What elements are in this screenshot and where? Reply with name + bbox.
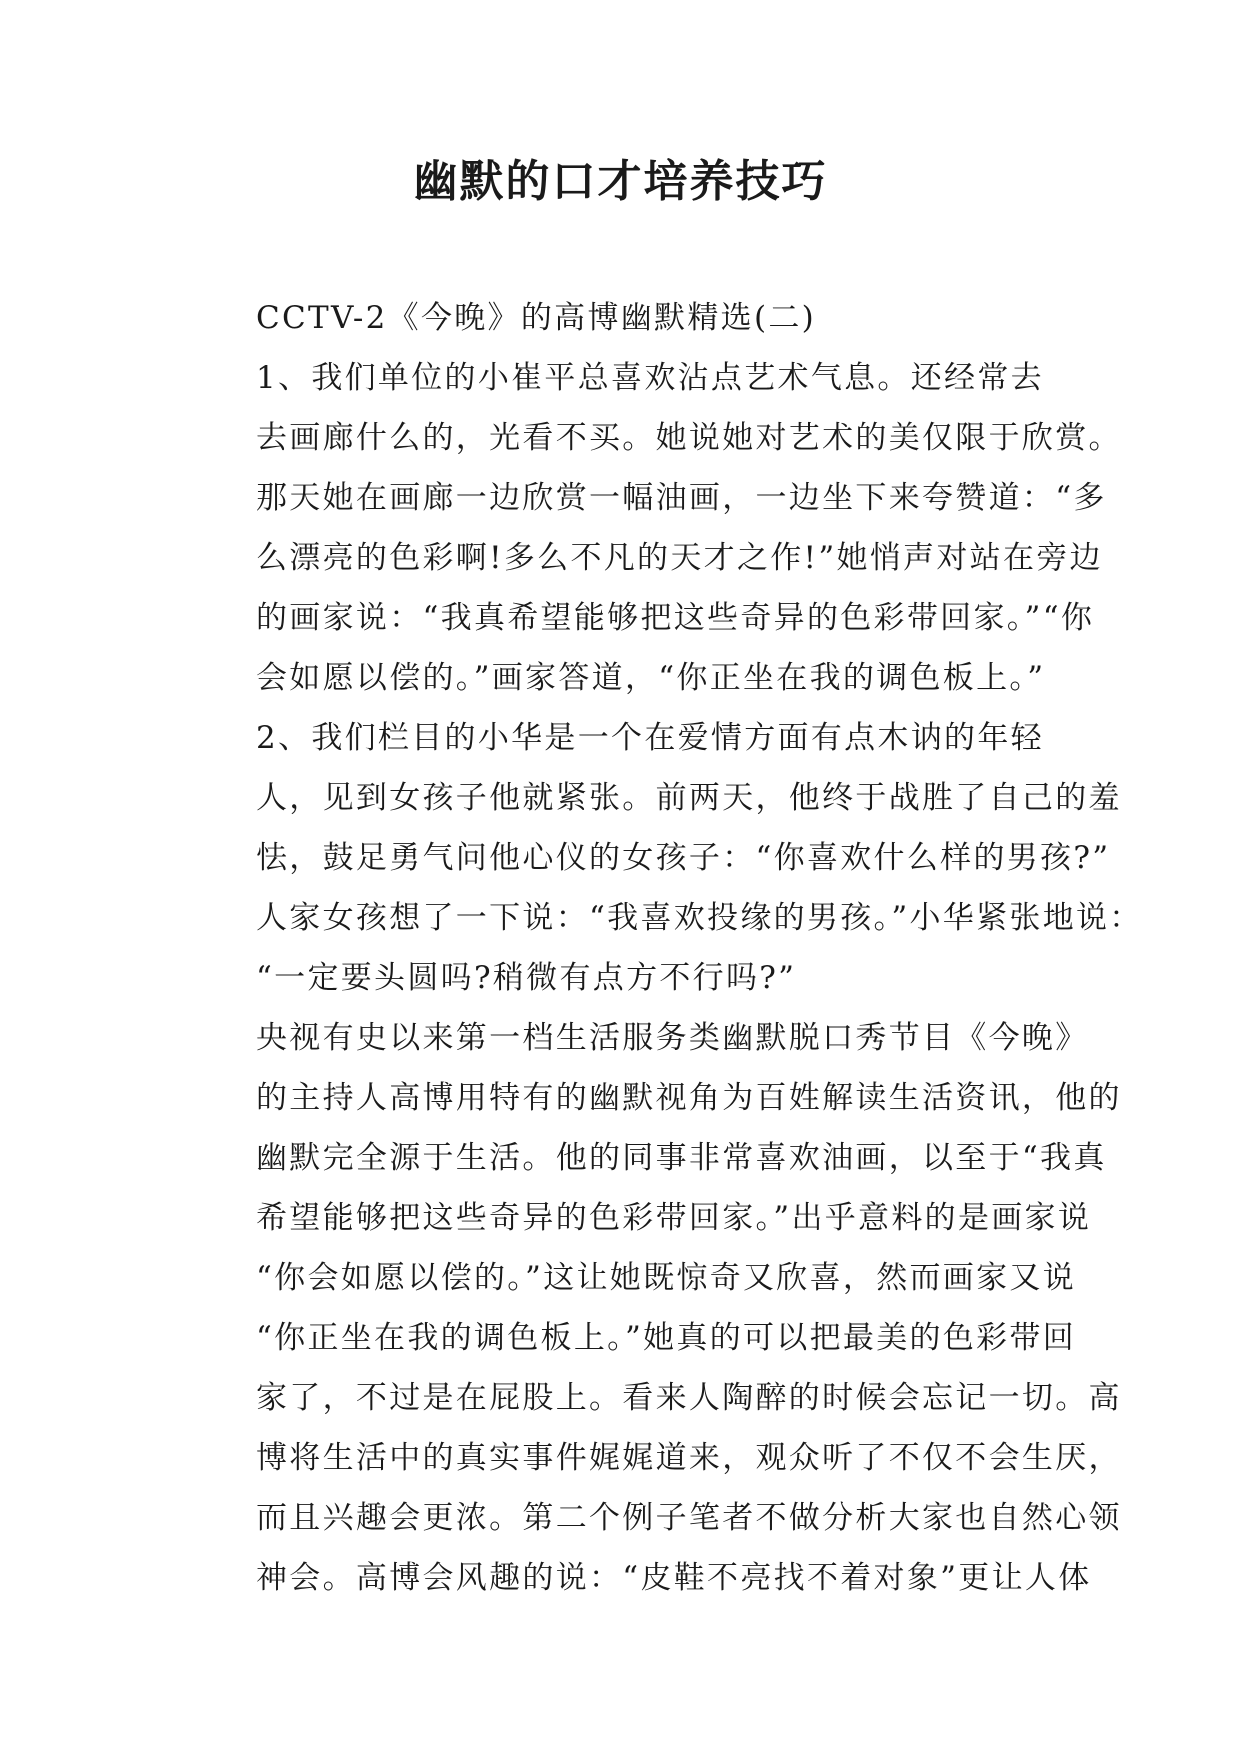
document-title: 幽默的口才培养技巧 bbox=[413, 156, 828, 207]
paragraph-line: 2、我们栏目的小华是一个在爱情方面有点木讷的年轻 bbox=[256, 720, 1044, 756]
paragraph-line: 去画廊什么的，光看不买。她说她对艺术的美仅限于欣赏。 bbox=[256, 420, 1122, 456]
paragraph-line: 神会。高博会风趣的说：“皮鞋不亮找不着对象”更让人体 bbox=[256, 1560, 1092, 1596]
paragraph-line: 家了，不过是在屁股上。看来人陶醉的时候会忘记一切。高 bbox=[256, 1380, 1122, 1416]
paragraph-3 bbox=[192, 1008, 1122, 1608]
document-body bbox=[192, 288, 1143, 1608]
paragraph-line: 么漂亮的色彩啊!多么不凡的天才之作!”她悄声对站在旁边 bbox=[256, 540, 1103, 576]
paragraph-line: “你会如愿以偿的。”这让她既惊奇又欣喜，然而画家又说 bbox=[256, 1260, 1076, 1296]
paragraph-1 bbox=[192, 348, 1122, 708]
paragraph-line: 博将生活中的真实事件娓娓道来，观众听了不仅不会生厌， bbox=[256, 1440, 1122, 1476]
paragraph-line: 怯，鼓足勇气问他心仪的女孩子：“你喜欢什么样的男孩?” bbox=[256, 840, 1111, 876]
paragraph-line: 幽默完全源于生活。他的同事非常喜欢油画，以至于“我真 bbox=[256, 1140, 1107, 1176]
paragraph-line: 希望能够把这些奇异的色彩带回家。”出乎意料的是画家说 bbox=[256, 1200, 1092, 1236]
paragraph-line: 1、我们单位的小崔平总喜欢沾点艺术气息。还经常去 bbox=[256, 360, 1044, 396]
paragraph-line: 的画家说：“我真希望能够把这些奇异的色彩带回家。”“你 bbox=[256, 600, 1095, 636]
paragraph-line: 那天她在画廊一边欣赏一幅油画，一边坐下来夸赞道：“多 bbox=[256, 480, 1107, 516]
paragraph-line: 而且兴趣会更浓。第二个例子笔者不做分析大家也自然心领 bbox=[256, 1500, 1122, 1536]
paragraph-line: 人，见到女孩子他就紧张。前两天，他终于战胜了自己的羞 bbox=[256, 780, 1122, 816]
subtitle-paragraph: CCTV-2《今晚》的高博幽默精选(二) bbox=[256, 300, 817, 336]
paragraph-line: 会如愿以偿的。”画家答道，“你正坐在我的调色板上。” bbox=[256, 660, 1046, 696]
paragraph-2 bbox=[192, 708, 1143, 1008]
paragraph-line: “一定要头圆吗?稍微有点方不行吗?” bbox=[256, 960, 797, 996]
paragraph-line: 的主持人高博用特有的幽默视角为百姓解读生活资讯，他的 bbox=[256, 1080, 1122, 1116]
paragraph-line: 人家女孩想了一下说：“我喜欢投缘的男孩。”小华紧张地说： bbox=[256, 900, 1143, 936]
paragraph-line: “你正坐在我的调色板上。”她真的可以把最美的色彩带回 bbox=[256, 1320, 1076, 1356]
paragraph-line: 央视有史以来第一档生活服务类幽默脱口秀节目《今晚》 bbox=[256, 1020, 1089, 1056]
